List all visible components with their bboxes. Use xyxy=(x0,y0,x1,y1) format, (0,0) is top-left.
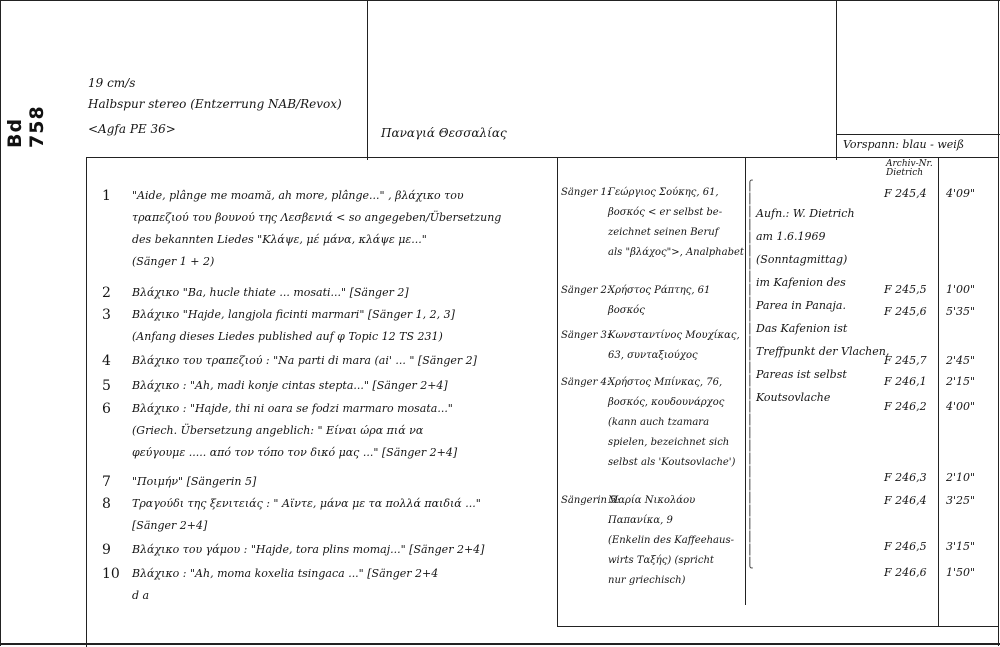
row-text-line: [Sänger 2+4] xyxy=(132,519,208,532)
track-format: Halbspur stereo (Entzerrung NAB/Revox) xyxy=(88,97,342,111)
archive-number: F 245,4 xyxy=(884,187,927,200)
recording-note-line: Treffpunkt der Vlachen, xyxy=(756,345,890,358)
row-text-line: Βλάχικο : "Ah, madi konje cintas stepta..." [Sänger 2+4] xyxy=(132,379,448,392)
recording-note-line: Pareas ist selbst xyxy=(756,368,847,381)
row-text-line: (Anfang dieses Liedes published auf φ Topic 12 TS 231) xyxy=(132,330,443,343)
duration: 2'10" xyxy=(946,471,976,484)
duration: 1'00" xyxy=(946,283,976,296)
singer-info-line: (kann auch tzamara xyxy=(608,417,710,428)
singer-info-line: zeichnet seinen Beruf xyxy=(608,227,719,238)
archive-number: F 246,1 xyxy=(884,375,927,388)
table-bottom-line xyxy=(557,626,999,627)
header-divider-2 xyxy=(836,0,837,160)
singer-info-line: Κωνσταντίνος Μουχίκας, xyxy=(608,330,740,341)
tape-speed: 19 cm/s xyxy=(88,76,136,90)
singer-info-line: (Enkelin des Kaffeehaus- xyxy=(608,535,734,546)
duration: 2'15" xyxy=(946,375,976,388)
duration: 3'15" xyxy=(946,540,976,553)
singer-info-line: 63, συνταξιούχος xyxy=(608,350,698,361)
row-text-line: d a xyxy=(132,589,150,602)
singer-label: Sängerin 5: xyxy=(561,495,620,506)
recording-note-line: (Sonntagmittag) xyxy=(756,253,848,266)
singer-info-line: selbst als 'Koutsovlache') xyxy=(608,457,736,468)
table-col-line-1 xyxy=(557,157,558,627)
singer-info-line: Χρήστος Μπίνκας, 76, xyxy=(608,377,723,388)
archive-number: F 246,4 xyxy=(884,494,927,507)
row-text-line: Βλάχικο του τραπεζιού : "Na parti di mara (ai' ... " [Sänger 2] xyxy=(132,354,477,367)
singer-info-line: Γεώργιος Σούκης, 61, xyxy=(608,187,719,198)
brace: ⎧ ⎪ ⎪ ⎪ ⎪ ⎪ ⎪ ⎪ ⎪ ⎪ ⎪ ⎪ ⎪ ⎪ ⎪ ⎪ ⎪ ⎪ ⎪ ⎪ ⎪ ⎪ ⎪ ⎪ ⎪ ⎪ ⎪ ⎪ ⎪ ⎩ xyxy=(746,181,754,569)
header-divider-1 xyxy=(367,0,368,160)
singer-info-line: βοσκός xyxy=(608,305,645,316)
table-top-line xyxy=(86,157,999,158)
row-text-line: Βλάχικο "Ba, hucle thiate ... mosati..." [Sänger 2] xyxy=(132,286,409,299)
singer-info-line: als "βλάχος">, Analphabet xyxy=(608,247,744,258)
row-text-line: φεύγουμε ..... από τον τόπο τον δικό μας ..." [Sänger 2+4] xyxy=(132,446,458,459)
archive-number: F 245,5 xyxy=(884,283,927,296)
row-number: 5 xyxy=(102,378,111,394)
singer-label: Sänger 2: xyxy=(561,285,611,296)
singer-info-line: βοσκός < er selbst be- xyxy=(608,207,723,218)
top-border xyxy=(0,0,1000,1)
singer-info-line: Μαρία Νικολάου xyxy=(608,495,696,506)
duration: 2'45" xyxy=(946,354,976,367)
row-number: 2 xyxy=(102,285,111,301)
row-text-line: Βλάχικο : "Ah, moma koxelia tsingaca ..." [Sänger 2+4 xyxy=(132,567,439,580)
recording-note-line: Koutsovlache xyxy=(756,391,831,404)
left-border xyxy=(0,0,1,646)
row-text-line: Βλάχικο του γάμου : "Hajde, tora plins momaj..." [Sänger 2+4] xyxy=(132,543,485,556)
singer-info-line: wirts Ταξής) (spricht xyxy=(608,555,714,566)
recording-note-line: Das Kafenion ist xyxy=(756,322,848,335)
table-left-line xyxy=(86,157,87,647)
singer-info-line: nur griechisch) xyxy=(608,575,686,586)
recording-note-line: im Kafenion des xyxy=(756,276,846,289)
duration: 1'50" xyxy=(946,566,976,579)
row-number: 9 xyxy=(102,542,111,558)
row-number: 10 xyxy=(102,566,120,582)
tape-type: <Agfa PE 36> xyxy=(88,122,176,136)
row-text-line: des bekannten Liedes "Κλάψε, μέ μάνα, κλάψε με..." xyxy=(132,233,427,246)
row-text-line: (Griech. Übersetzung angeblich: " Είναι ώρα πιά να xyxy=(132,424,424,437)
row-text-line: Βλάχικο "Hajde, langjola ficinti marmari" [Sänger 1, 2, 3] xyxy=(132,308,455,321)
row-number: 4 xyxy=(102,353,111,369)
archive-signature: Bd 758 xyxy=(4,105,48,148)
duration: 3'25" xyxy=(946,494,976,507)
row-number: 3 xyxy=(102,307,111,323)
archive-column-header: Archiv-Nr. Dietrich xyxy=(886,159,933,178)
leader-color: Vorspann: blau - weiß xyxy=(843,138,965,151)
recording-place: Παναγιά Θεσσαλίας xyxy=(381,126,507,140)
duration: 4'09" xyxy=(946,187,976,200)
archive-number: F 246,2 xyxy=(884,400,927,413)
recording-note-line: Parea in Panaja. xyxy=(756,299,846,312)
singer-label: Sänger 3: xyxy=(561,330,611,341)
archive-number: F 246,5 xyxy=(884,540,927,553)
row-number: 8 xyxy=(102,496,111,512)
right-border xyxy=(998,0,999,646)
bottom-border xyxy=(0,643,1000,645)
singer-info-line: spielen, bezeichnet sich xyxy=(608,437,730,448)
archive-number: F 245,6 xyxy=(884,305,927,318)
duration: 5'35" xyxy=(946,305,976,318)
row-text-line: "Ποιμήν" [Sängerin 5] xyxy=(132,475,257,488)
row-text-line: "Aide, plânge me moamă, ah more, plânge..." , βλάχικο του xyxy=(132,189,464,202)
header-hline xyxy=(836,134,1000,135)
singer-label: Sänger 1: xyxy=(561,187,611,198)
row-text-line: Βλάχικο : "Hajde, thi ni oara se fodzi marmaro mosata..." xyxy=(132,402,453,415)
table-col-line-3 xyxy=(938,157,939,627)
row-number: 6 xyxy=(102,401,111,417)
duration: 4'00" xyxy=(946,400,976,413)
recording-note-line: Aufn.: W. Dietrich xyxy=(756,207,855,220)
recording-note-line: am 1.6.1969 xyxy=(756,230,826,243)
archive-number: F 245,7 xyxy=(884,354,927,367)
row-text-line: Τραγούδι της ξενιτειάς : " Αϊντε, μάνα με τα πολλά παιδιά ..." xyxy=(132,497,481,510)
archive-number: F 246,6 xyxy=(884,566,927,579)
row-number: 7 xyxy=(102,474,111,490)
row-text-line: (Sänger 1 + 2) xyxy=(132,255,215,268)
archive-number: F 246,3 xyxy=(884,471,927,484)
singer-info-line: βοσκός, κουδουνάρχος xyxy=(608,397,725,408)
row-text-line: τραπεζιού του βουνού της Λεσβενιά < so angegeben/Übersetzung xyxy=(132,211,502,224)
singer-label: Sänger 4: xyxy=(561,377,611,388)
row-number: 1 xyxy=(102,188,111,204)
singer-info-line: Παπανίκα, 9 xyxy=(608,515,673,526)
singer-info-line: Χρήστος Ράπτης, 61 xyxy=(608,285,711,296)
